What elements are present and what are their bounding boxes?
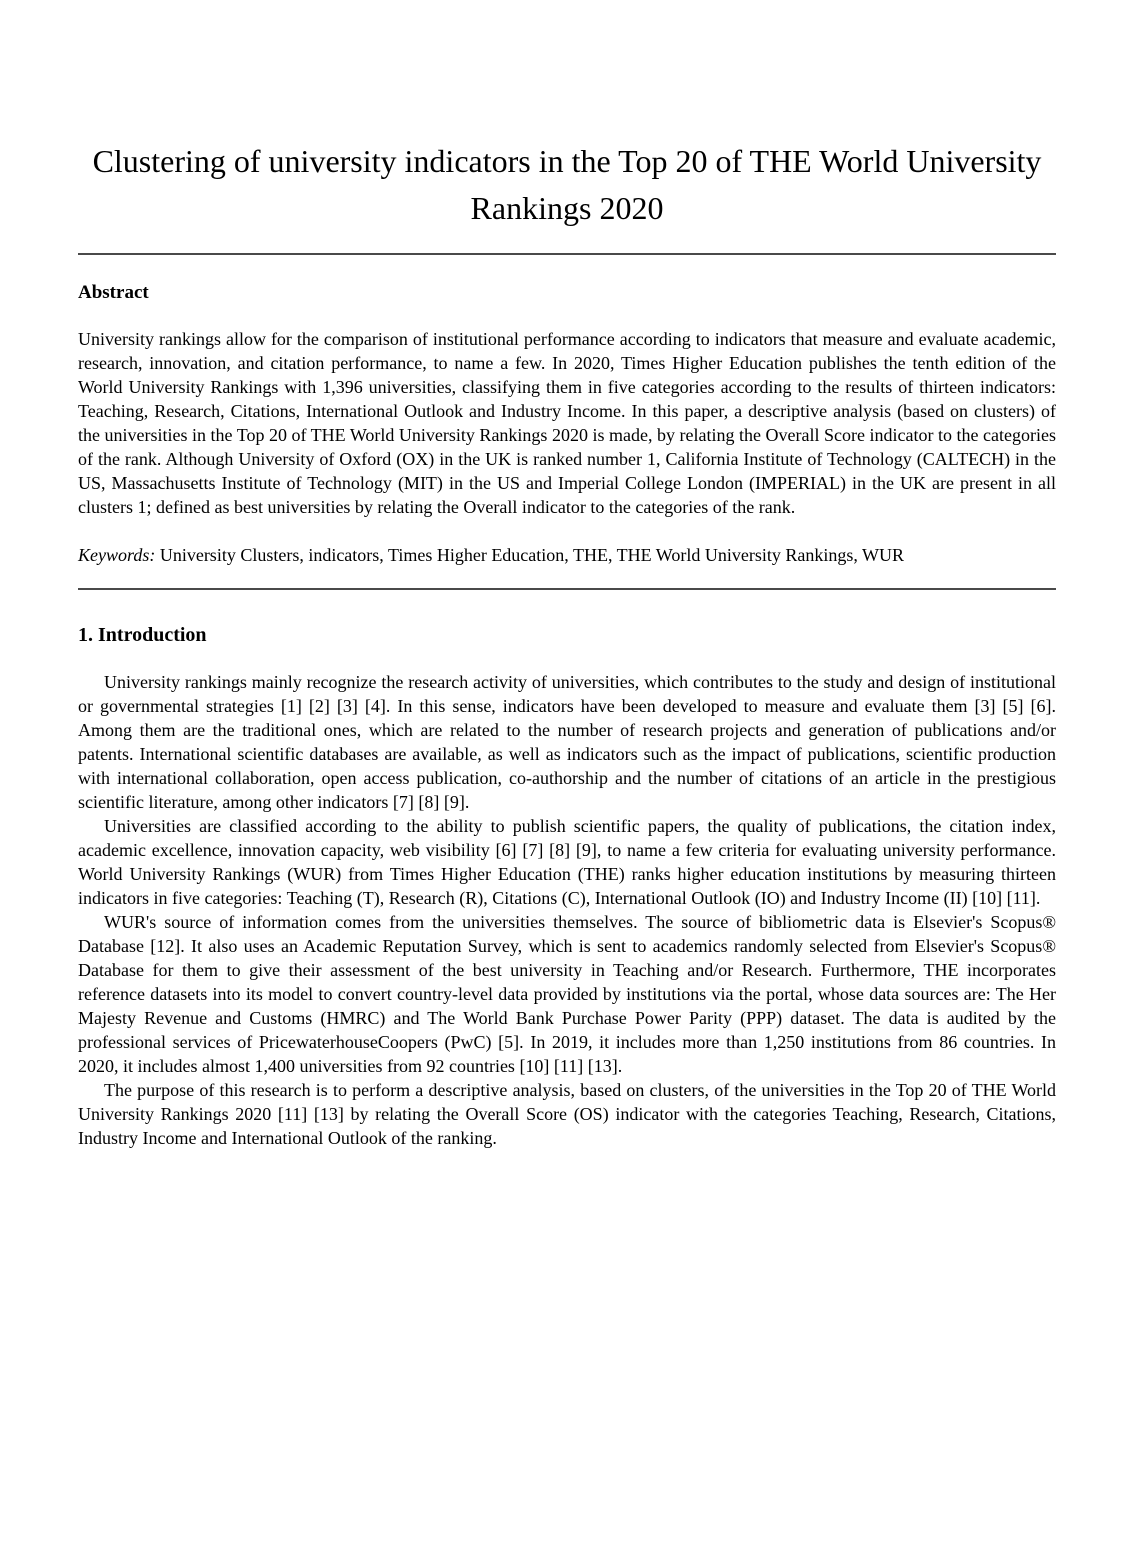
title-divider	[78, 253, 1056, 255]
introduction-heading: 1. Introduction	[78, 624, 207, 646]
introduction-paragraph-4: The purpose of this research is to perform a descriptive analysis, based on clusters, of the universities in the Top 20 of THE World University Rankings 2020 [11] [13] by relating the Overall Score (OS) indicator with the categories Teaching, Research, Citations, Industry Income and International Outlook of the ranking.	[78, 1080, 1056, 1148]
paper-title: Clustering of university indicators in the Top 20 of THE World University Rankings 2020	[92, 143, 1042, 226]
introduction-paragraph-1: University rankings mainly recognize the research activity of universities, which contributes to the study and design of institutional or governmental strategies [1] [2] [3] [4]. In this sense, indicators have been developed to measure and evaluate them [3] [5] [6]. Among them are the traditional ones, which are related to the number of research projects and generation of publications and/or patents. International scientific databases are available, as well as indicators such as the impact of publications, scientific production with international collaboration, open access publication, co-authorship and the number of citations of an article in the prestigious scientific literature, among other indicators [7] [8] [9].	[78, 672, 1056, 812]
paper-content	[78, 0, 1056, 1150]
keywords-label: Keywords:	[78, 545, 156, 565]
abstract-text: University rankings allow for the comparison of institutional performance according to indicators that measure and evaluate academic, research, innovation, and citation performance, to name a few. In 2020, Times Higher Education publishes the tenth edition of the World University Rankings with 1,396 universities, classifying them in five categories according to the results of thirteen indicators: Teaching, Research, Citations, International Outlook and Industry Income. In this paper, a descriptive analysis (based on clusters) of the universities in the Top 20 of THE World University Rankings 2020 is made, by relating the Overall Score indicator to the categories of the rank. Although University of Oxford (OX) in the UK is ranked number 1, California Institute of Technology (CALTECH) in the US, Massachusetts Institute of Technology (MIT) in the US and Imperial College London (IMPERIAL) in the UK are present in all clusters 1; defined as best universities by relating the Overall indicator to the categories of the rank.	[78, 329, 1056, 517]
introduction-paragraph-2: Universities are classified according to the ability to publish scientific papers, the quality of publications, the citation index, academic excellence, innovation capacity, web visibility [6] [7] [8] [9], to name a few criteria for evaluating university performance. World University Rankings (WUR) from Times Higher Education (THE) ranks higher education institutions by measuring thirteen indicators in five categories: Teaching (T), Research (R), Citations (C), International Outlook (IO) and Industry Income (II) [10] [11].	[78, 816, 1056, 908]
keywords-line	[78, 544, 1056, 566]
introduction-paragraph-3: WUR's source of information comes from the universities themselves. The source of bibliometric data is Elsevier's Scopus® Database [12]. It also uses an Academic Reputation Survey, which is sent to academics randomly selected from Elsevier's Scopus® Database for them to give their assessment of the best university in Teaching and/or Research. Furthermore, THE incorporates reference datasets into its model to convert country-level data provided by institutions via the portal, whose data sources are: The Her Majesty Revenue and Customs (HMRC) and The World Bank Purchase Power Parity (PPP) dataset. The data is audited by the professional services of PricewaterhouseCoopers (PwC) [5]. In 2019, it includes more than 1,250 institutions from 86 countries. In 2020, it includes almost 1,400 universities from 92 countries [10] [11] [13].	[78, 912, 1056, 1076]
abstract-heading: Abstract	[78, 282, 149, 303]
keywords-text: University Clusters, indicators, Times Higher Education, THE, THE World University Rankings, WUR	[159, 545, 904, 565]
keywords-divider	[78, 588, 1056, 590]
